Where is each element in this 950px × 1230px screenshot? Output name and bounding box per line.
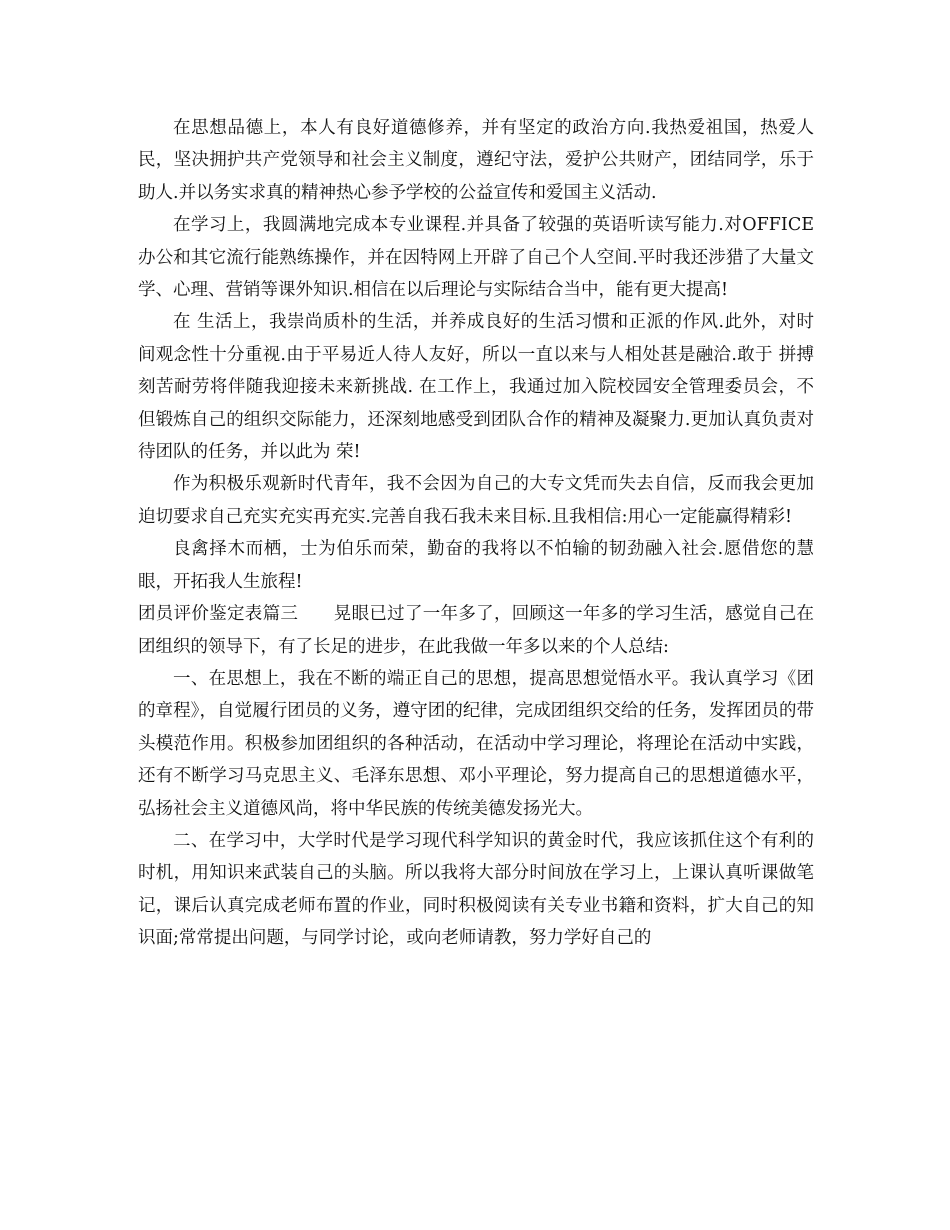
paragraph-moral-character: 在思想品德上，本人有良好道德修养，并有坚定的政治方向.我热爱祖国，热爱人民，坚决拥护共产党领导和社会主义制度，遵纪守法，爱护公共财产，团结同学，乐于助人.并以务实求真的精神热心参予学校的公益宣传和爱国主义活动.	[138, 118, 814, 203]
paragraph-confidence: 作为积极乐观新时代青年，我不会因为自己的大专文凭而失去自信，反而我会更加迫切要求自己充实充实再充实.完善自我石我未来目标.且我相信:用心一定能赢得精彩!	[138, 474, 814, 527]
paragraph-ideology: 一、在思想上，我在不断的端正自己的思想，提高思想觉悟水平。我认真学习《团的章程》，自觉履行团员的义务，遵守团的纪律，完成团组织交给的任务，发挥团员的带头模范作用。积极参加团组织的各种活动，在活动中学习理论，将理论在活动中实践，还有不断学习马克思主义、毛泽东思想、邓小平理论，努力提高自己的思想道德水平，弘扬社会主义道德风尚，将中华民族的传统美德发扬光大。	[138, 668, 814, 819]
paragraph-closing: 良禽择木而栖，士为伯乐而荣，勤奋的我将以不怕输的韧劲融入社会.愿借您的慧眼，开拓我人生旅程!	[138, 539, 814, 592]
section-heading-part-three: 团员评价鉴定表篇三 晃眼已过了一年多了，回顾这一年多的学习生活，感觉自己在团组织的领导下，有了长足的进步，在此我做一年多以来的个人总结:	[138, 604, 814, 657]
paragraph-study: 在学习上，我圆满地完成本专业课程.并具备了较强的英语听读写能力.对OFFICE办公和其它流行能熟练操作，并在因特网上开辟了自己个人空间.平时我还涉猎了大量文学、心理、营销等课外知识.相信在以后理论与实际结合当中，能有更大提高!	[138, 215, 814, 301]
document-body	[138, 112, 814, 955]
paragraph-life-and-work: 在 生活上，我崇尚质朴的生活，并养成良好的生活习惯和正派的作风.此外，对时间观念性十分重视.由于平易近人待人友好，所以一直以来与人相处甚是融洽.敢于 拼搏刻苦耐劳将伴随我迎接未来新挑战. 在工作上，我通过加入院校园安全管理委员会，不但锻炼自己的组织交际能力，还深刻地感受到团队合作的精神及凝聚力.更加认真负责对待团队的任务，并以此为 荣!	[138, 312, 814, 463]
paragraph-learning: 二、在学习中，大学时代是学习现代科学知识的黄金时代，我应该抓住这个有利的时机，用知识来武装自己的头脑。所以我将大部分时间放在学习上，上课认真听课做笔记，课后认真完成老师布置的作业，同时积极阅读有关专业书籍和资料，扩大自己的知识面;常常提出问题，与同学讨论，或向老师请教，努力学好自己的	[138, 830, 814, 949]
